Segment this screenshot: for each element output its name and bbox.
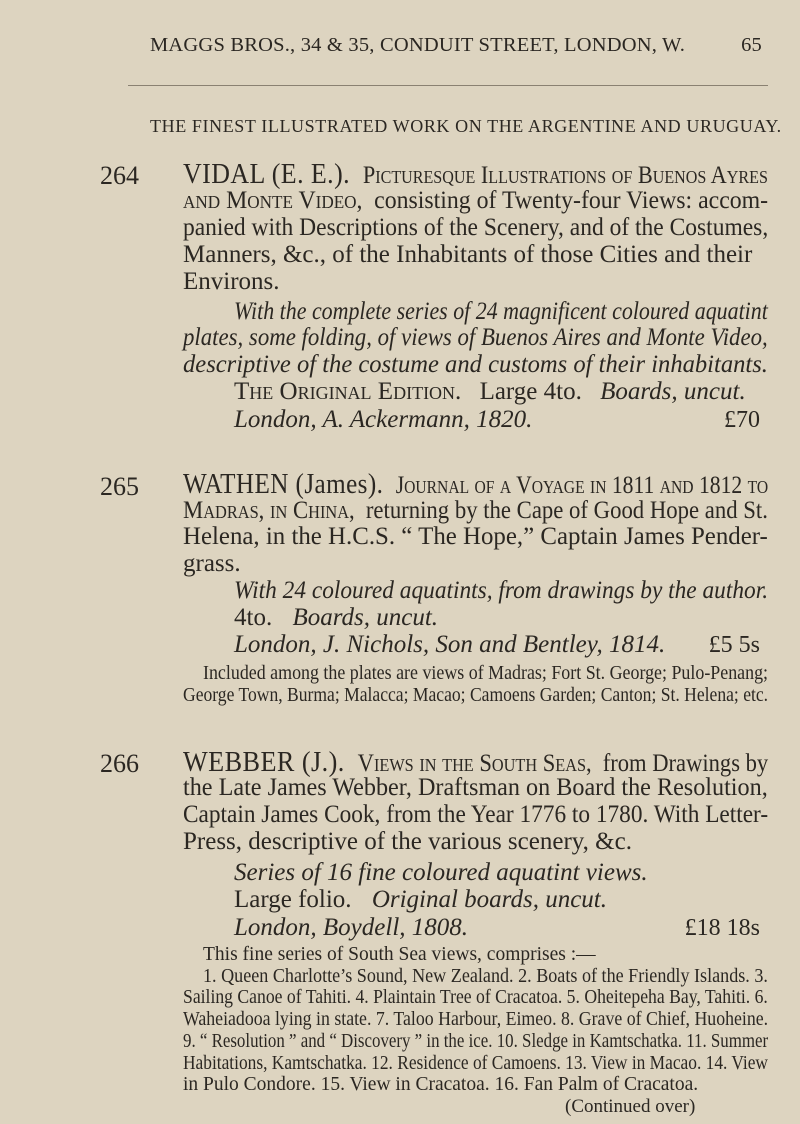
- entry-format: 4to.: [234, 604, 273, 632]
- entry-number: 265: [100, 471, 139, 501]
- entry-imprint: London, Boydell, 1808.: [234, 913, 469, 941]
- entry-binding: Boards, uncut.: [292, 604, 439, 632]
- entry-description: Series of 16 fine coloured aquatint views.: [234, 858, 648, 886]
- entry-price: £70: [724, 407, 760, 434]
- continued-note: (Continued over): [565, 1096, 696, 1117]
- entry-title-line: grass.: [183, 550, 241, 578]
- entry-note: 9. “ Resolution ” and “ Discovery ” in the ice. 10. Sledge in Kamtschatka. 11. Summer: [183, 1030, 769, 1052]
- entry-price: £5 5s: [708, 632, 760, 658]
- entry-title-line: and Monte Video, consisting of Twenty-four Views: accom-: [183, 187, 769, 215]
- entry-title-line: WEBBER (J.). Views in the South Seas, from Drawings by: [183, 745, 769, 778]
- entry-title-line: Captain James Cook, from the Year 1776 to 1780. With Letter-: [183, 800, 769, 828]
- entry-edition: The Original Edition.: [234, 377, 462, 405]
- entry-title-line: Madras, in China, returning by the Cape of Good Hope and St.: [183, 496, 768, 524]
- entry-format-line: [234, 378, 746, 406]
- entry-format: Large 4to.: [479, 377, 582, 405]
- running-head-text: MAGGS BROS., 34 & 35, CONDUIT STREET, LONDON, W.: [150, 34, 686, 56]
- entry-note: Included among the plates are views of Madras; Fort St. George; Pulo-Penang;: [203, 662, 769, 684]
- entry-title-line: Helena, in the H.C.S. “ The Hope,” Captain James Pender-: [183, 523, 768, 551]
- section-title: THE FINEST ILLUSTRATED WORK ON THE ARGENTINE AND URUGUAY.: [150, 116, 782, 136]
- entry-note: in Pulo Condore. 15. View in Cracatoa. 16. Fan Palm of Cracatoa.: [183, 1074, 699, 1096]
- entry-title-line: Press, descriptive of the various scenery, &c.: [183, 827, 632, 855]
- entry-note: George Town, Burma; Malacca; Macao; Camoens Garden; Canton; St. Helena; etc.: [183, 684, 769, 706]
- entry-author: WATHEN (James).: [183, 468, 384, 501]
- entry-author: WEBBER (J.).: [183, 745, 345, 778]
- entry-format-line: [234, 886, 607, 914]
- page-number: 65: [741, 34, 762, 56]
- entry-note: Sailing Canoe of Tahiti. 4. Plaintain Tree of Cracatoa. 5. Oheitepeha Bay, Tahiti. 6.: [183, 987, 768, 1009]
- running-head: [150, 34, 762, 57]
- entry-binding: Boards, uncut.: [600, 377, 746, 405]
- entry-imprint: London, A. Ackermann, 1820.: [234, 406, 533, 434]
- entry-description: With the complete series of 24 magnificent coloured aquatint: [234, 297, 768, 325]
- entry-title-line: the Late James Webber, Draftsman on Board the Resolution,: [183, 774, 768, 802]
- entry-title-line: VIDAL (E. E.). Picturesque Illustrations of Buenos Ayres: [183, 158, 768, 190]
- entry-number: 264: [100, 161, 139, 191]
- entry-imprint: London, J. Nichols, Son and Bentley, 1814.: [234, 631, 666, 659]
- entry-note: This fine series of South Sea views, comprises :—: [203, 943, 596, 965]
- entry-number: 266: [100, 749, 139, 779]
- entry-description: plates, some folding, of views of Buenos Aires and Monte Video,: [183, 324, 768, 352]
- entry-description: With 24 coloured aquatints, from drawings by the author.: [234, 576, 769, 604]
- entry-note: 1. Queen Charlotte’s Sound, New Zealand. 2. Boats of the Friendly Islands. 3.: [203, 965, 768, 987]
- entry-description: descriptive of the costume and customs of their inhabitants.: [183, 351, 768, 379]
- entry-title-line: Manners, &c., of the Inhabitants of those Cities and their: [183, 240, 753, 268]
- entry-note: Waheiadooa lying in state. 7. Taloo Harbour, Eimeo. 8. Grave of Chief, Huoheine.: [183, 1009, 769, 1031]
- entry-note: Habitations, Kamtschatka. 12. Residence of Camoens. 13. View in Macao. 14. View: [183, 1052, 768, 1074]
- header-rule: [128, 85, 768, 86]
- entry-title-line: WATHEN (James). Journal of a Voyage in 1811 and 1812 to: [183, 468, 769, 501]
- entry-format-line: [234, 604, 438, 632]
- entry-format: Large folio.: [234, 886, 352, 914]
- entry-title-line: panied with Descriptions of the Scenery, and of the Costumes,: [183, 214, 769, 241]
- entry-price: £18 18s: [684, 914, 760, 941]
- entry-binding: Original boards, uncut.: [371, 886, 608, 914]
- entry-author: VIDAL (E. E.).: [183, 158, 351, 190]
- entry-title-line: Environs.: [183, 267, 280, 295]
